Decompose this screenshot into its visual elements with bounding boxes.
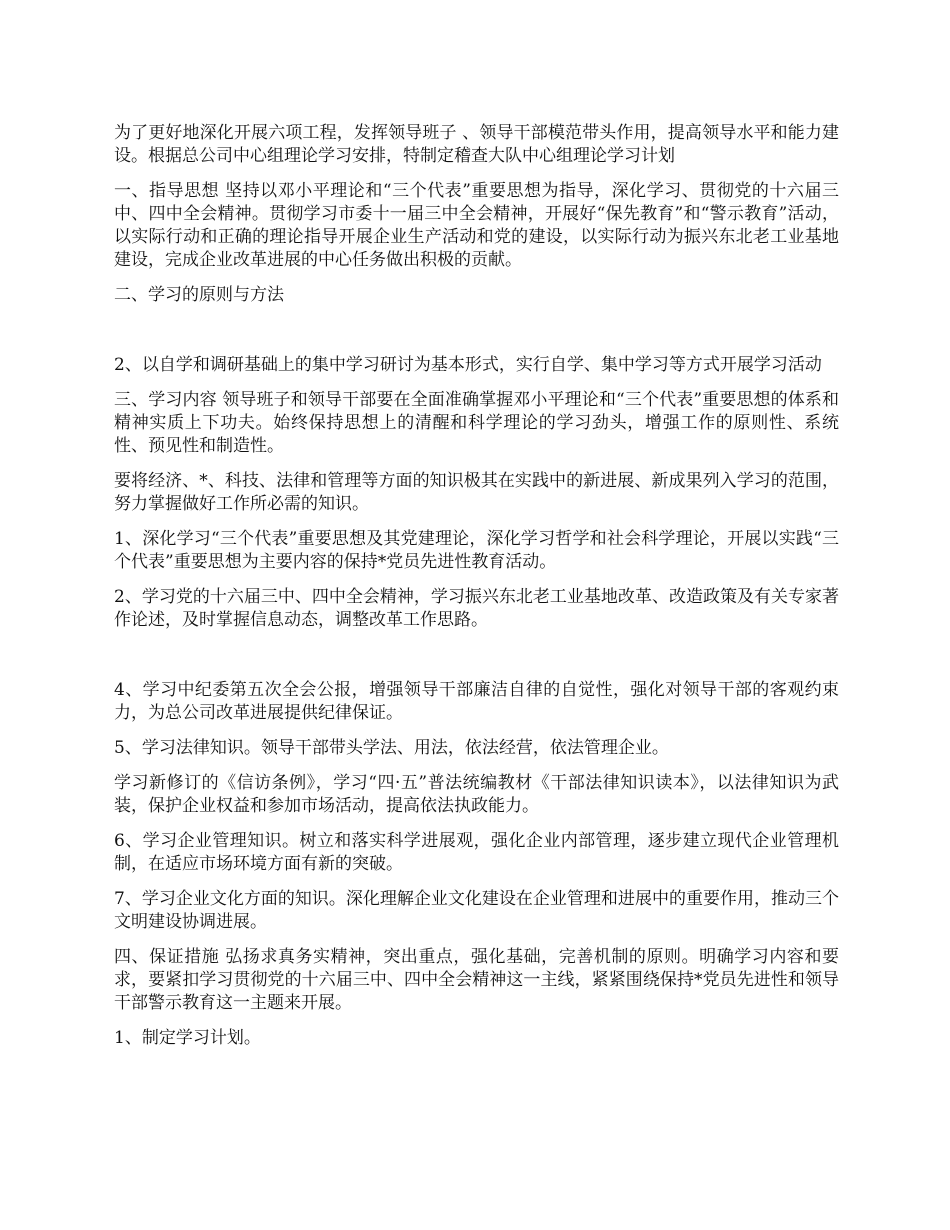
document-body [114,122,839,1062]
principle-item-2: 2、以自学和调研基础上的集中学习研讨为基本形式，实行自学、集中学习等方式开展学习活动 [114,355,822,375]
content-item-2: 2、学习党的十六届三中、四中全会精神，学习振兴东北老工业基地改革、改造政策及有关专家著作论述，及时掌握信息动态，调整改革工作思路。 [114,587,839,630]
content-item-1: 1、深化学习“三个代表”重要思想及其党建理论，深化学习哲学和社会科学理论，开展以实践“三个代表”重要思想为主要内容的保持*党员先进性教育活动。 [114,529,839,572]
safeguard-item-1: 1、制定学习计划。 [114,1028,261,1048]
section-guiding-ideology: 一、指导思想 坚持以邓小平理论和“三个代表”重要思想为指导，深化学习、贯彻党的十六届三中、四中全会精神。贯彻学习市委十一届三中全会精神，开展好“保先教育”和“警示教育”活动，以实际行动和正确的理论指导开展企业生产活动和党的建设，以实际行动为振兴东北老工业基地建设，完成企业改革进展的中心任务做出积极的贡献。 [114,181,839,270]
section-safeguards: 四、保证措施 弘扬求真务实精神，突出重点，强化基础，完善机制的原则。明确学习内容和要求，要紧扣学习贯彻党的十六届三中、四中全会精神这一主线，紧紧围绕保持*党员先进性和领导干部警示教育这一主题来开展。 [114,947,839,1013]
content-item-7: 7、学习企业文化方面的知识。深化理解企业文化建设在企业管理和进展中的重要作用，推动三个文明建设协调进展。 [114,889,839,932]
intro-paragraph: 为了更好地深化开展六项工程，发挥领导班子 、领导干部模范带头作用，提高领导水平和能力建设。根据总公司中心组理论学习安排，特制定稽查大队中心组理论学习计划 [114,123,839,166]
content-item-6: 6、学习企业管理知识。树立和落实科学进展观，强化企业内部管理，逐步建立现代企业管理机制，在适应市场环境方面有新的突破。 [114,831,839,874]
content-item-4: 4、学习中纪委第五次全会公报，增强领导干部廉洁自律的自觉性，强化对领导干部的客观约束力，为总公司改革进展提供纪律保证。 [114,680,839,723]
section-study-content: 三、学习内容 领导班子和领导干部要在全面准确掌握邓小平理论和“三个代表”重要思想的体系和精神实质上下功夫。始终保持思想上的清醒和科学理论的学习劲头，增强工作的原则性、系统性、预见性和制造性。 [114,390,839,456]
content-item-5-detail: 学习新修订的《信访条例》，学习“四·五”普法统编教材《干部法律知识读本》，以法律知识为武装，保护企业权益和参加市场活动，提高依法执政能力。 [114,773,839,816]
content-item-5: 5、学习法律知识。领导干部带头学法、用法，依法经营，依法管理企业。 [114,738,669,758]
study-content-paragraph: 要将经济、*、科技、法律和管理等方面的知识极其在实践中的新进展、新成果列入学习的范围，努力掌握做好工作所必需的知识。 [114,471,839,514]
section-principles-heading: 二、学习的原则与方法 [114,285,284,305]
